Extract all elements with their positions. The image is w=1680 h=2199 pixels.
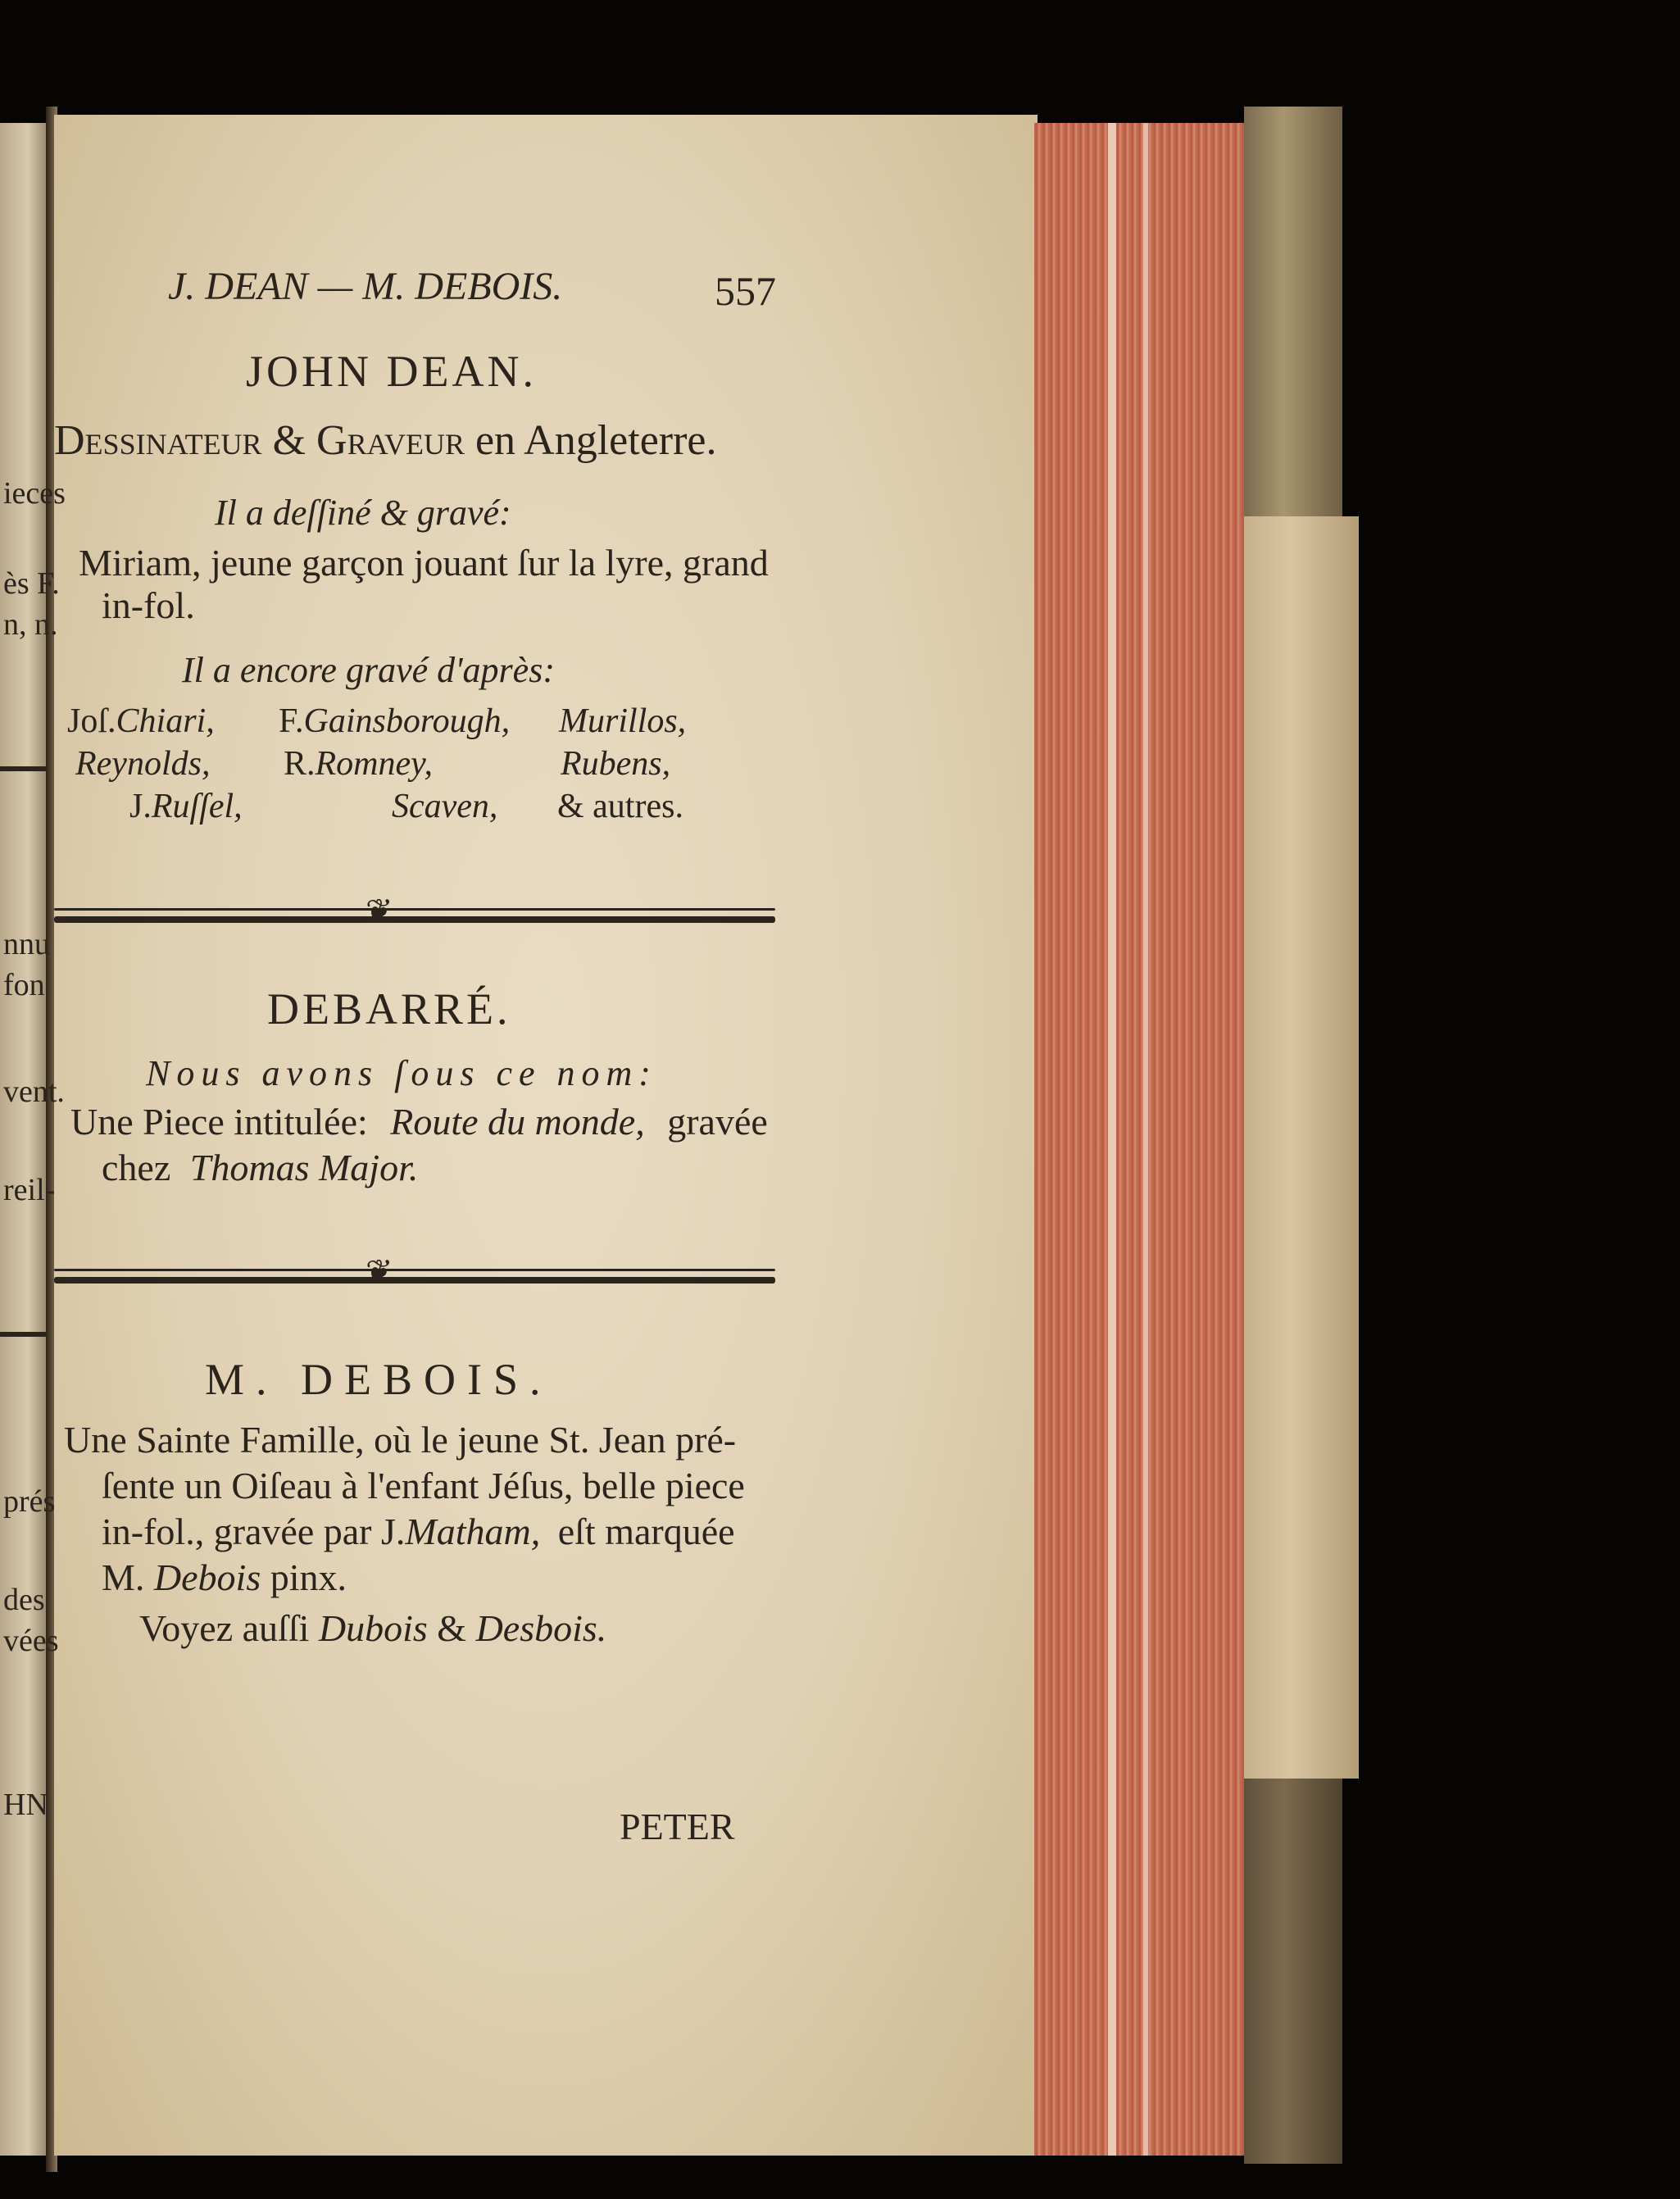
left-page-fragment: n, n. [3,607,58,642]
book-cover-top [1244,107,1342,516]
left-page-fragment: ès F. [3,566,60,601]
debois-line-4-a: M. [102,1556,145,1598]
see-also-desbois: Desbois. [475,1607,607,1649]
artist-surname: Chiari, [116,702,215,740]
page-number: 557 [715,268,776,314]
role-location: en Angleterre. [464,417,717,464]
artist-chiari [67,702,215,741]
ornamental-rule-thin [54,908,775,911]
dean-work-line-1: Miriam, jeune garçon jouant ſur la lyre, grand [79,542,769,584]
left-page-fragment: vées [3,1624,59,1658]
entry-heading-debarre: DEBARRÉ. [267,984,511,1034]
running-title: J. DEAN — M. DEBOIS. [168,265,563,308]
entry-heading-john-dean: JOHN DEAN. [246,347,537,396]
artist-initial: R. [284,745,316,783]
facing-page-left [0,123,51,2156]
left-page-fragment: fon [3,968,45,1002]
page-block-highlight [1108,123,1116,2156]
debois-engraver: Matham, [405,1511,541,1552]
dean-intro-2: Il a encore gravé d'après: [182,650,555,690]
artist-others [557,787,683,826]
artist-surname: Ruſſel, [151,788,243,825]
artist-romney [284,744,433,784]
left-page-fragment: vent. [3,1075,65,1109]
debois-line-2: ſente un Oiſeau à l'enfant Jéſus, belle piece [102,1465,745,1506]
artist-surname: Reynolds, [75,745,211,783]
artist-russel [129,787,243,826]
debois-line-1: Une Sainte Famille, où le jeune St. Jean pré- [64,1419,737,1461]
left-page-fragment: reil- [3,1173,56,1207]
artist-initial: J. [129,788,152,825]
book-cover-middle [1244,516,1359,1779]
left-page-fragment: prés [3,1484,56,1519]
left-page-rule [0,766,46,771]
ornament-icon: ❦ [366,893,393,929]
artist-murillos [559,702,686,741]
ornament-icon: ❦ [366,1253,393,1290]
debarre-work-title: Route du monde, [390,1101,645,1143]
page-block-edge [1034,123,1249,2156]
debarre-line-2 [102,1146,418,1189]
dean-intro: Il a deſſiné & gravé: [215,493,511,533]
left-page-rule [0,1332,46,1337]
artist-surname: Rubens, [561,745,671,783]
debois-see-also [139,1606,606,1650]
ornamental-rule [54,1277,775,1284]
page-block-highlight [1143,123,1148,2156]
debois-line-3 [102,1510,735,1553]
debarre-engraver: Thomas Major. [189,1147,419,1188]
ornamental-rule-thin [54,1269,775,1271]
artist-reynolds [75,744,210,784]
artist-surname: Gainsborough, [303,702,511,740]
artist-gainsborough [279,702,510,741]
debois-line-4-c: pinx. [270,1556,347,1598]
artist-initial: & autres. [557,788,683,825]
debois-line-3-a: in-fol., gravée par J. [102,1511,406,1552]
left-page-fragment: des [3,1583,45,1617]
dean-work-line-2: in-fol. [102,584,195,626]
role-graveur: Graveur [316,417,465,464]
see-also-amp: & [437,1607,467,1649]
book-cover-bottom [1244,1779,1342,2164]
ornamental-rule [54,916,775,923]
left-page-fragment: nnu [3,927,50,961]
artist-rubens [561,744,670,784]
debarre-line-2-a: chez [102,1147,171,1188]
left-page-fragment: ieces [3,476,66,511]
see-also-lead: Voyez auſſi [139,1607,310,1649]
artist-surname: Murillos, [559,702,687,740]
artist-surname: Scaven, [392,788,498,825]
debois-line-4 [102,1556,347,1599]
artist-surname: Romney, [315,745,433,783]
left-page-fragment: HN [3,1788,48,1822]
artist-scaven [392,787,497,826]
artist-initial: F. [279,702,304,740]
entry-heading-debois: M. DEBOIS. [205,1355,552,1404]
debois-line-3-c: eſt marquée [557,1511,735,1552]
artist-initial: Joſ. [67,702,116,740]
debarre-line-1-a: Une Piece intitulée: [70,1101,368,1143]
role-dessinateur: Dessinateur [54,417,262,464]
role-ampersand: & [261,417,317,464]
debois-painter: Debois [153,1556,261,1598]
debarre-line-1 [70,1100,768,1143]
dean-role-line [54,416,716,465]
see-also-dubois: Dubois [318,1607,428,1649]
debarre-line-1-c: gravée [667,1101,768,1143]
catchword: PETER [620,1806,735,1847]
debarre-intro: Nous avons ſous ce nom: [146,1053,657,1093]
